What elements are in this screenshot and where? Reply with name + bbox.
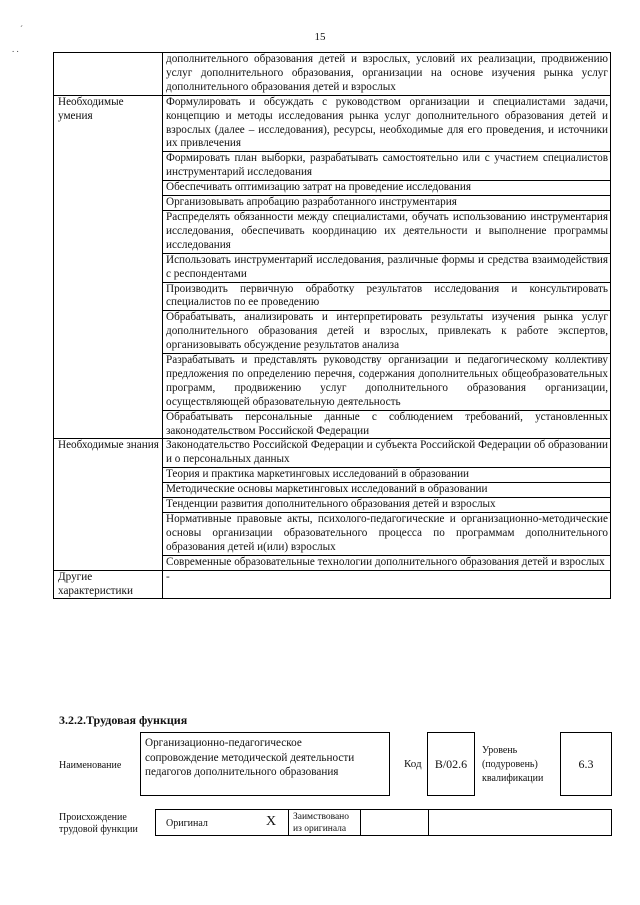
code-label: Код [404,758,422,770]
original-mark: X [266,814,277,829]
skills-item: Обрабатывать персональные данные с соблюдением требований, установленных законодательством Российской Федерации [163,410,611,439]
knowledge-item: Теория и практика маркетинговых исследований в образовании [163,468,611,483]
knowledge-row [54,439,611,468]
other-label: Другие характеристики [54,570,163,599]
skills-item: Обеспечивать оптимизацию затрат на проведение исследования [163,181,611,196]
skills-item: Распределять обязанности между специалистами, обучать использованию инструментария исследования, обеспечивать координацию их деятельности и выполнение программы исследования [163,210,611,253]
knowledge-item: Тенденции развития дополнительного образования детей и взрослых [163,498,611,513]
other-row [54,570,611,599]
skills-item: Организовывать апробацию разработанного инструментария [163,196,611,211]
knowledge-item: Методические основы маркетинговых исследований в образовании [163,483,611,498]
knowledge-label: Необходимые знания [54,439,163,570]
knowledge-item: Законодательство Российской Федерации и субъекта Российской Федерации об образовании и о персональных данных [163,439,611,468]
knowledge-item: Современные образовательные технологии дополнительного образования детей и взрослых [163,555,611,570]
skills-item: Производить первичную обработку результатов исследования и консультировать специалистов по ее проведению [163,282,611,311]
original-label: Оригинал [166,818,208,829]
margin-mark-side: . . [12,44,19,54]
code-value: B/02.6 [434,757,468,771]
margin-mark-top: ´ [20,24,23,34]
function-name-value: Организационно-педагогическое сопровождение методической деятельности педагогов дополнительного образования [145,737,355,778]
code-box [427,732,475,796]
origin-label: Происхождение трудовой функции [59,812,138,835]
continuation-row [54,53,611,96]
continuation-item: дополнительного образования детей и взрослых, условий их реализации, продвижению услуг дополнительного образования, организации на основе изучения рынка услуг дополнительного образования детей и взрослых [163,53,611,96]
requirements-table [53,52,611,599]
skills-row [54,95,611,152]
level-label: Уровень (подуровень) квалификации [482,745,544,784]
name-box [140,732,390,796]
level-box [560,732,612,796]
level-value: 6.3 [578,757,594,771]
skills-item: Обрабатывать, анализировать и интерпретировать результаты изучения рынка услуг дополнительного образования детей и взрослых, привлекать к работе экспертов, организовывать обсуждение результатов анализа [163,311,611,354]
borrowed-label: Заимствовано из оригинала [293,812,350,834]
requirements-table-body [54,53,611,599]
skills-item: Использовать инструментарий исследования, различные формы и средства взаимодействия с респондентами [163,253,611,282]
skills-item: Формировать план выборки, разрабатывать самостоятельно или с участием специалистов инструментарий исследования [163,152,611,181]
page-number: 15 [314,31,326,43]
knowledge-item: Нормативные правовые акты, психолого-педагогические и организационно-методические основы организации образовательного процесса по программам дополнительного образования детей и(или) взрослых [163,513,611,556]
blank-cell-1 [360,810,429,835]
section-title: 3.2.2.Трудовая функция [59,713,188,727]
borrowed-cell [288,810,361,835]
skills-label: Необходимые умения [54,95,163,439]
skills-item: Формулировать и обсуждать с руководством организации и специалистами задачи, концепцию и методы исследования рынка услуг дополнительного образования детей и взрослых (далее – исследования), ресурсы, необходимые для его проведения, и источники их привлечения [163,95,611,152]
skills-item: Разрабатывать и представлять руководству организации и педагогическому коллективу предложения по определению перечня, содержания дополнительных общеобразовательных программ, продвижению услуг дополнительного образования организации, осуществляющей образовательную деятельность [163,354,611,411]
continuation-label [54,53,163,96]
other-value: - [163,570,611,599]
name-label: Наименование [59,760,122,771]
original-cell [156,810,289,835]
origin-table [155,809,612,836]
